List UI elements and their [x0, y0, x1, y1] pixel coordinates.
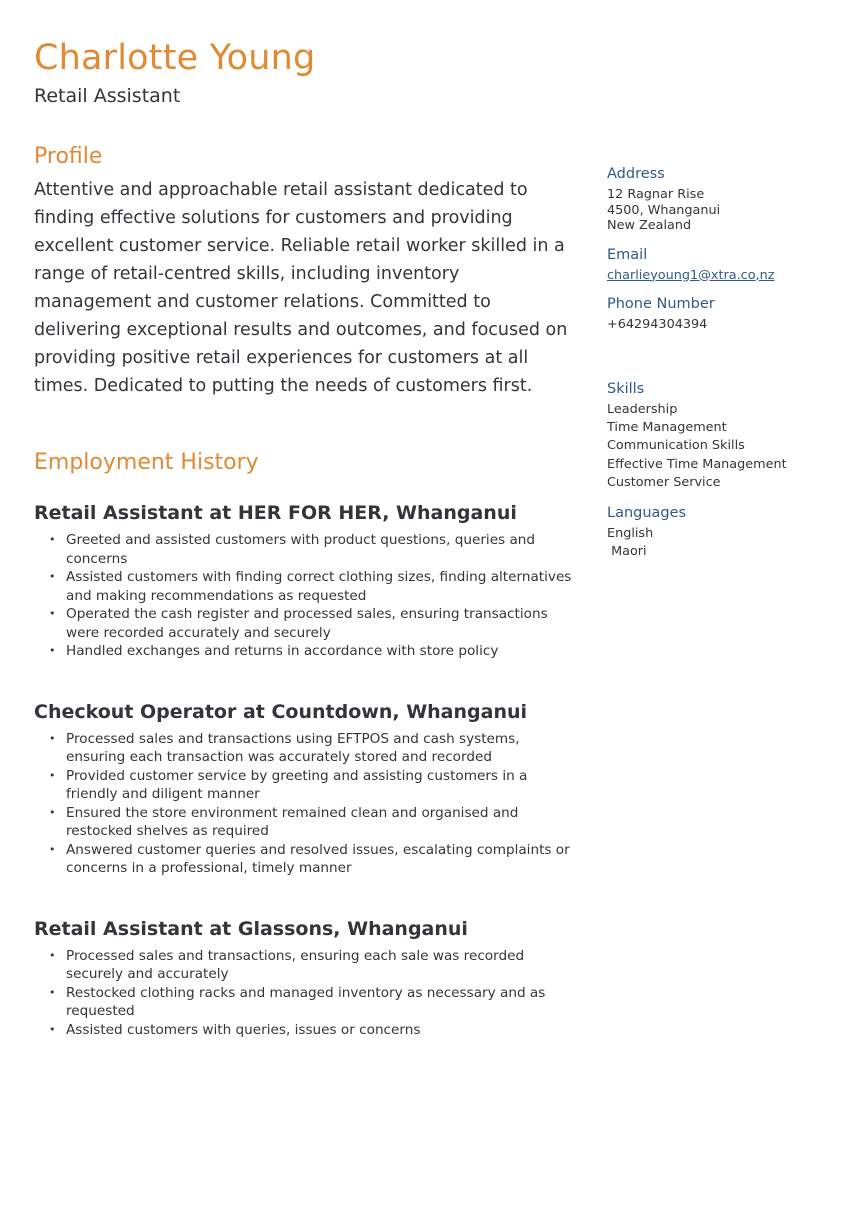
skill-item: Time Management: [607, 419, 727, 435]
details-sidebar: [607, 164, 837, 561]
job-bullet: • Assisted customers with queries, issues or concerns: [34, 1021, 574, 1040]
candidate-title: Retail Assistant: [34, 85, 181, 107]
language-item: English: [607, 525, 654, 541]
skills-list: [607, 401, 837, 493]
profile-section: [34, 142, 574, 400]
email-block: [607, 245, 837, 284]
languages-block: [607, 503, 837, 562]
address-line: 4500, Whanganui: [607, 202, 721, 218]
email-value-wrapper: [607, 268, 837, 284]
languages-label: Languages: [607, 504, 687, 521]
job-bullet: • Processed sales and transactions using EFTPOS and cash systems, ensuring each transaction was accurately stored and recorded: [34, 730, 574, 767]
email-label: Email: [607, 246, 648, 263]
job-bullets: [34, 531, 574, 661]
skills-block: [607, 379, 837, 493]
language-item: Maori: [607, 543, 647, 559]
job-bullet: • Restocked clothing racks and managed inventory as necessary and as requested: [34, 984, 574, 1021]
job-bullet: • Operated the cash register and processed sales, ensuring transactions were recorded accurately and securely: [34, 605, 574, 642]
job-bullet: • Ensured the store environment remained clean and organised and restocked shelves as required: [34, 804, 574, 841]
job-entry: [34, 699, 574, 878]
phone-block: [607, 294, 837, 333]
address-line: New Zealand: [607, 218, 692, 233]
job-bullet: • Assisted customers with finding correct clothing sizes, finding alternatives and making recommendations as requested: [34, 568, 574, 605]
employment-heading: Employment History: [34, 450, 259, 475]
job-bullets: [34, 947, 574, 1040]
job-entry: [34, 500, 574, 661]
resume-header: [34, 36, 814, 109]
address-block: [607, 164, 837, 234]
job-bullet: • Answered customer queries and resolved issues, escalating complaints or concerns in a professional, timely manner: [34, 841, 574, 878]
job-title: Retail Assistant at HER FOR HER, Whanganui: [34, 502, 517, 524]
skills-label: Skills: [607, 380, 645, 397]
job-title: Retail Assistant at Glassons, Whanganui: [34, 917, 468, 940]
job-bullet: • Processed sales and transactions, ensuring each sale was recorded securely and accurately: [34, 947, 574, 984]
job-bullet: • Greeted and assisted customers with product questions, queries and concerns: [34, 531, 574, 568]
address-label: Address: [607, 166, 665, 182]
job-title: Checkout Operator at Countdown, Whanganui: [34, 700, 528, 723]
job-bullet: • Handled exchanges and returns in accordance with store policy: [34, 642, 574, 661]
phone-value: +64294304394: [607, 317, 708, 332]
address-value: [607, 187, 837, 234]
address-line: 12 Ragnar Rise: [607, 187, 705, 202]
skill-item: Effective Time Management: [607, 456, 787, 472]
job-bullet: • Provided customer service by greeting and assisting customers in a friendly and diligent manner: [34, 767, 574, 804]
languages-list: [607, 525, 837, 562]
profile-heading: Profile: [34, 144, 103, 169]
skill-item: Customer Service: [607, 475, 721, 491]
job-entry: [34, 916, 574, 1040]
skill-item: Leadership: [607, 401, 678, 417]
employment-section: [34, 448, 574, 1039]
job-bullets: [34, 730, 574, 878]
phone-label: Phone Number: [607, 296, 715, 312]
main-column: [34, 142, 574, 1039]
profile-text: Attentive and approachable retail assistant dedicated to finding effective solutions for customers and providing excellent customer service. Reliable retail worker skilled in a range of retail-centred skills, including inventory management and customer relations. Committed to delivering exceptional results and outcomes, and focused on providing positive retail experiences for customers at all times. Dedicated to putting the needs of customers first.: [34, 180, 568, 396]
email-link[interactable]: charlieyoung1@xtra.co,nz: [607, 267, 775, 283]
candidate-name: Charlotte Young: [34, 38, 316, 78]
skill-item: Communication Skills: [607, 438, 745, 454]
